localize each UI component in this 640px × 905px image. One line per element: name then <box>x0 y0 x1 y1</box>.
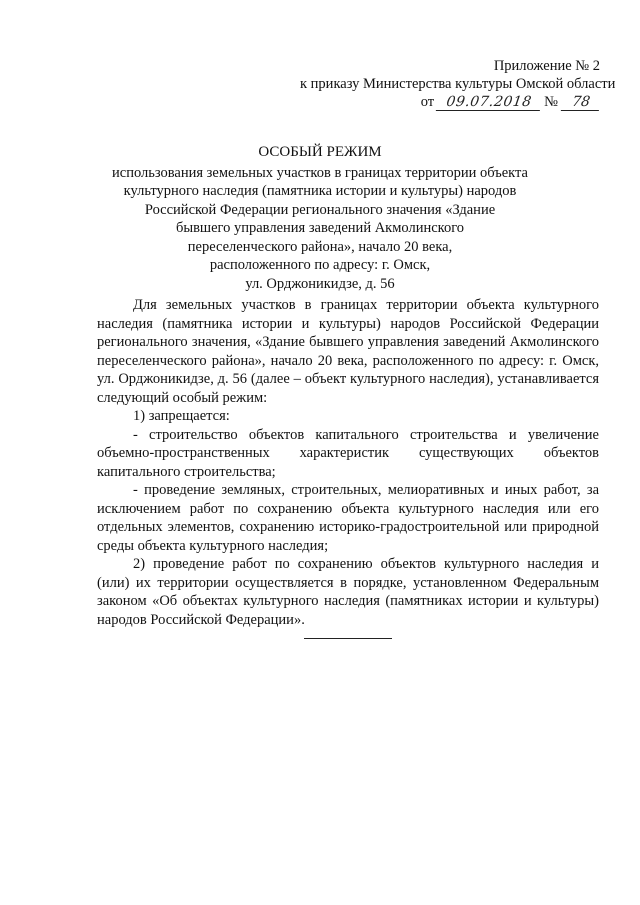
order-date-handwritten: 09.07.2018 <box>436 94 542 111</box>
order-number-label: № <box>544 94 558 110</box>
document-title <box>100 143 540 293</box>
title-line: использования земельных участков в границах территории объекта <box>112 164 528 181</box>
intro-paragraph: Для земельных участков в границах территории объекта культурного наследия (памятника истории и культуры) народов Российской Федерации регионального значения, «Здание бывшего управления заведений Акмолинского переселенческого района», начало 20 века, расположенного по адресу: г. Омск, ул. Орджоникидзе, д. 56 (далее – объект культурного наследия), устанавливается следующий особый режим: <box>97 297 599 406</box>
order-from-label: от <box>420 94 435 110</box>
closing-divider-line <box>304 638 392 639</box>
item-1-subitem-construction: - строительство объектов капитального строительства и увеличение объемно-пространственных характеристик существующих объектов капитального строительства; <box>97 426 599 480</box>
order-number-handwritten: 78 <box>561 94 601 111</box>
title-line: культурного наследия (памятника истории и культуры) народов <box>123 183 517 199</box>
title-heading: ОСОБЫЙ РЕЖИМ <box>258 144 382 160</box>
item-1-subitem-works: - проведение земляных, строительных, мелиоративных и иных работ, за исключением работ по сохранению объекта культурного наследия или его отдельных элементов, сохранению историко-градостроительной или природной среды объекта культурного наследия; <box>97 482 599 554</box>
order-date-line <box>300 93 600 111</box>
appendix-number: Приложение № 2 <box>493 58 600 74</box>
title-line: переселенческого района», начало 20 века, <box>187 238 453 255</box>
title-line: бывшего управления заведений Акмолинского <box>175 220 465 236</box>
item-2-paragraph: 2) проведение работ по сохранению объектов культурного наследия и (или) их территории осуществляется в порядке, установленном Федеральным законом «Об объектах культурного наследия (памятниках истории и культуры) народов Российской Федерации». <box>97 556 599 628</box>
title-line: ул. Орджоникидзе, д. 56 <box>245 275 395 292</box>
title-line: Российской Федерации регионального значения «Здание <box>144 201 496 218</box>
title-line: расположенного по адресу: г. Омск, <box>209 257 431 273</box>
item-1-heading: 1) запрещается: <box>133 408 230 424</box>
document-body <box>97 296 599 629</box>
appendix-header <box>300 57 616 111</box>
appendix-order-reference: к приказу Министерства культуры Омской области <box>300 76 616 92</box>
